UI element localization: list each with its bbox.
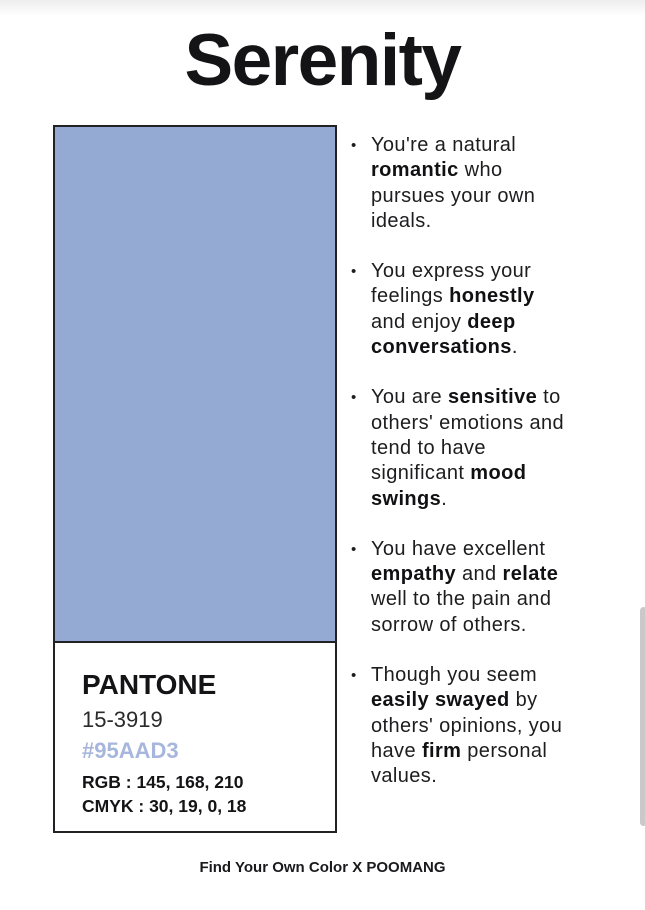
footer-credit: Find Your Own Color X POOMANG [199,859,446,876]
pantone-card-info [55,643,335,831]
trait-text: You're a natural romantic who pursues your own ideals. [371,134,536,232]
scrollbar-thumb[interactable] [640,607,645,826]
rgb-value: RGB : 145, 168, 210 [82,772,244,792]
bullet-icon: • [351,263,357,281]
trait-text: You express your feelings honestly and enjoy deep conversations. [371,260,535,359]
trait-text: You have excellent empathy and relate well to the pain and sorrow of others. [371,537,559,636]
pantone-code: 15-3919 [82,707,163,732]
trait-item [350,385,569,511]
trait-text: Though you seem easily swayed by others' opinions, you have firm personal values. [371,664,563,788]
bullet-icon: • [351,667,357,685]
pantone-brand: PANTONE [82,669,217,700]
trait-list [350,133,570,815]
color-swatch [55,127,335,643]
top-gradient [0,0,645,16]
bullet-icon: • [351,389,357,407]
page-title: Serenity [184,20,461,101]
trait-item [350,663,569,789]
trait-item [350,133,569,234]
bullet-icon: • [351,137,357,154]
trait-text: You are sensitive to others' emotions and tend to have significant mood swings. [371,386,565,510]
bullet-icon: • [351,540,357,558]
trait-item [350,537,569,638]
trait-item [350,259,569,360]
pantone-card [53,125,337,833]
hex-value: #95AAD3 [82,738,179,763]
cmyk-value: CMYK : 30, 19, 0, 18 [82,796,247,816]
